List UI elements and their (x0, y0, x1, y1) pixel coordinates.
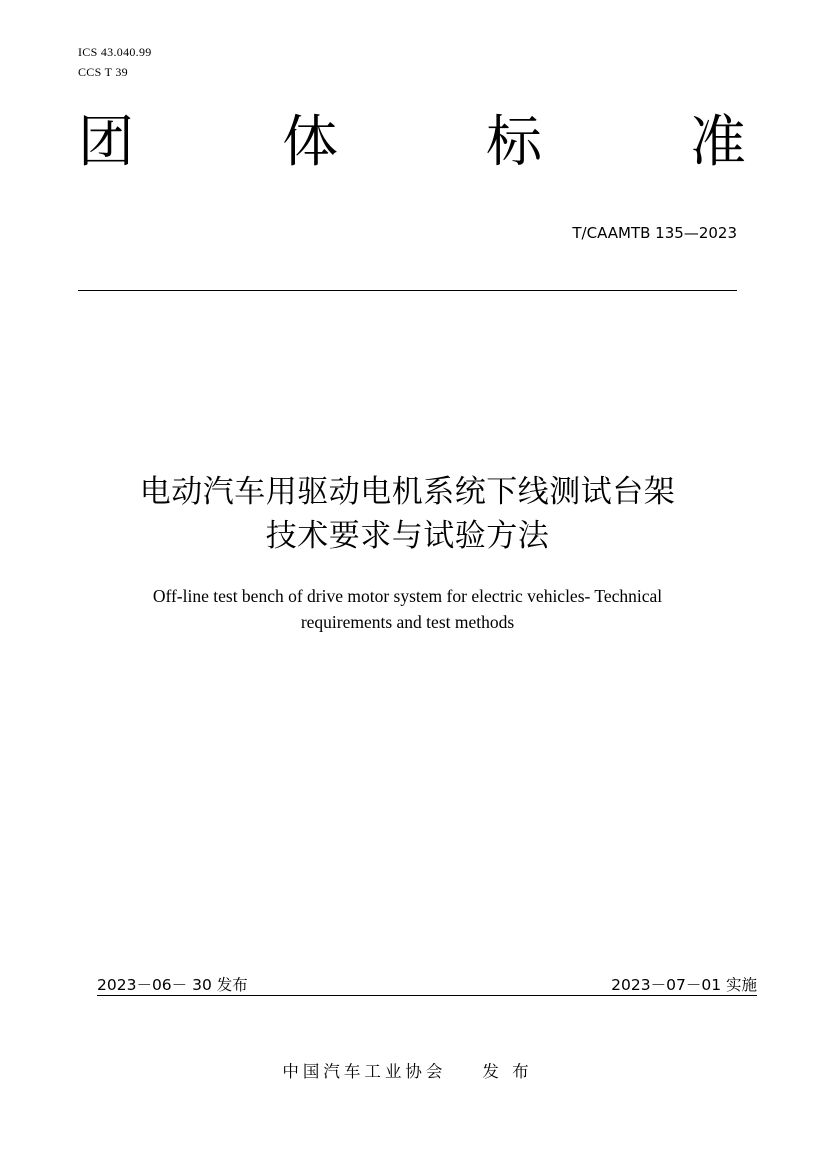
english-title-line-1: Off-line test bench of drive motor system for electric vehicles- Technical (152, 586, 663, 606)
ics-code: ICS 43.040.99 (78, 45, 152, 59)
chinese-title-line-2: 技术要求与试验方法 (265, 518, 550, 554)
publish-date: 2023－06－ 30 发布 (97, 976, 248, 994)
publisher-line (0, 1060, 815, 1084)
standard-type-char-1: 团 (78, 110, 134, 175)
ccs-code: CCS T 39 (78, 65, 128, 79)
chinese-title (0, 470, 815, 558)
publisher-name: 中国汽车工业协会 (282, 1062, 447, 1081)
publisher-action: 发 布 (482, 1062, 533, 1081)
english-title-line-2: requirements and test methods (300, 612, 515, 632)
english-title (0, 583, 815, 635)
chinese-title-line-1: 电动汽车用驱动电机系统下线测试台架 (139, 474, 676, 510)
standard-type-heading (78, 108, 746, 178)
standard-type-char-3: 标 (486, 110, 542, 175)
classification-codes (78, 42, 152, 82)
implement-date: 2023－07－01 实施 (611, 976, 757, 994)
bottom-divider (97, 995, 757, 996)
standard-type-char-2: 体 (282, 110, 338, 175)
standard-type-char-4: 准 (690, 110, 746, 175)
standard-number: T/CAAMTB 135—2023 (572, 224, 737, 242)
date-row (97, 971, 757, 997)
top-divider (78, 290, 737, 291)
